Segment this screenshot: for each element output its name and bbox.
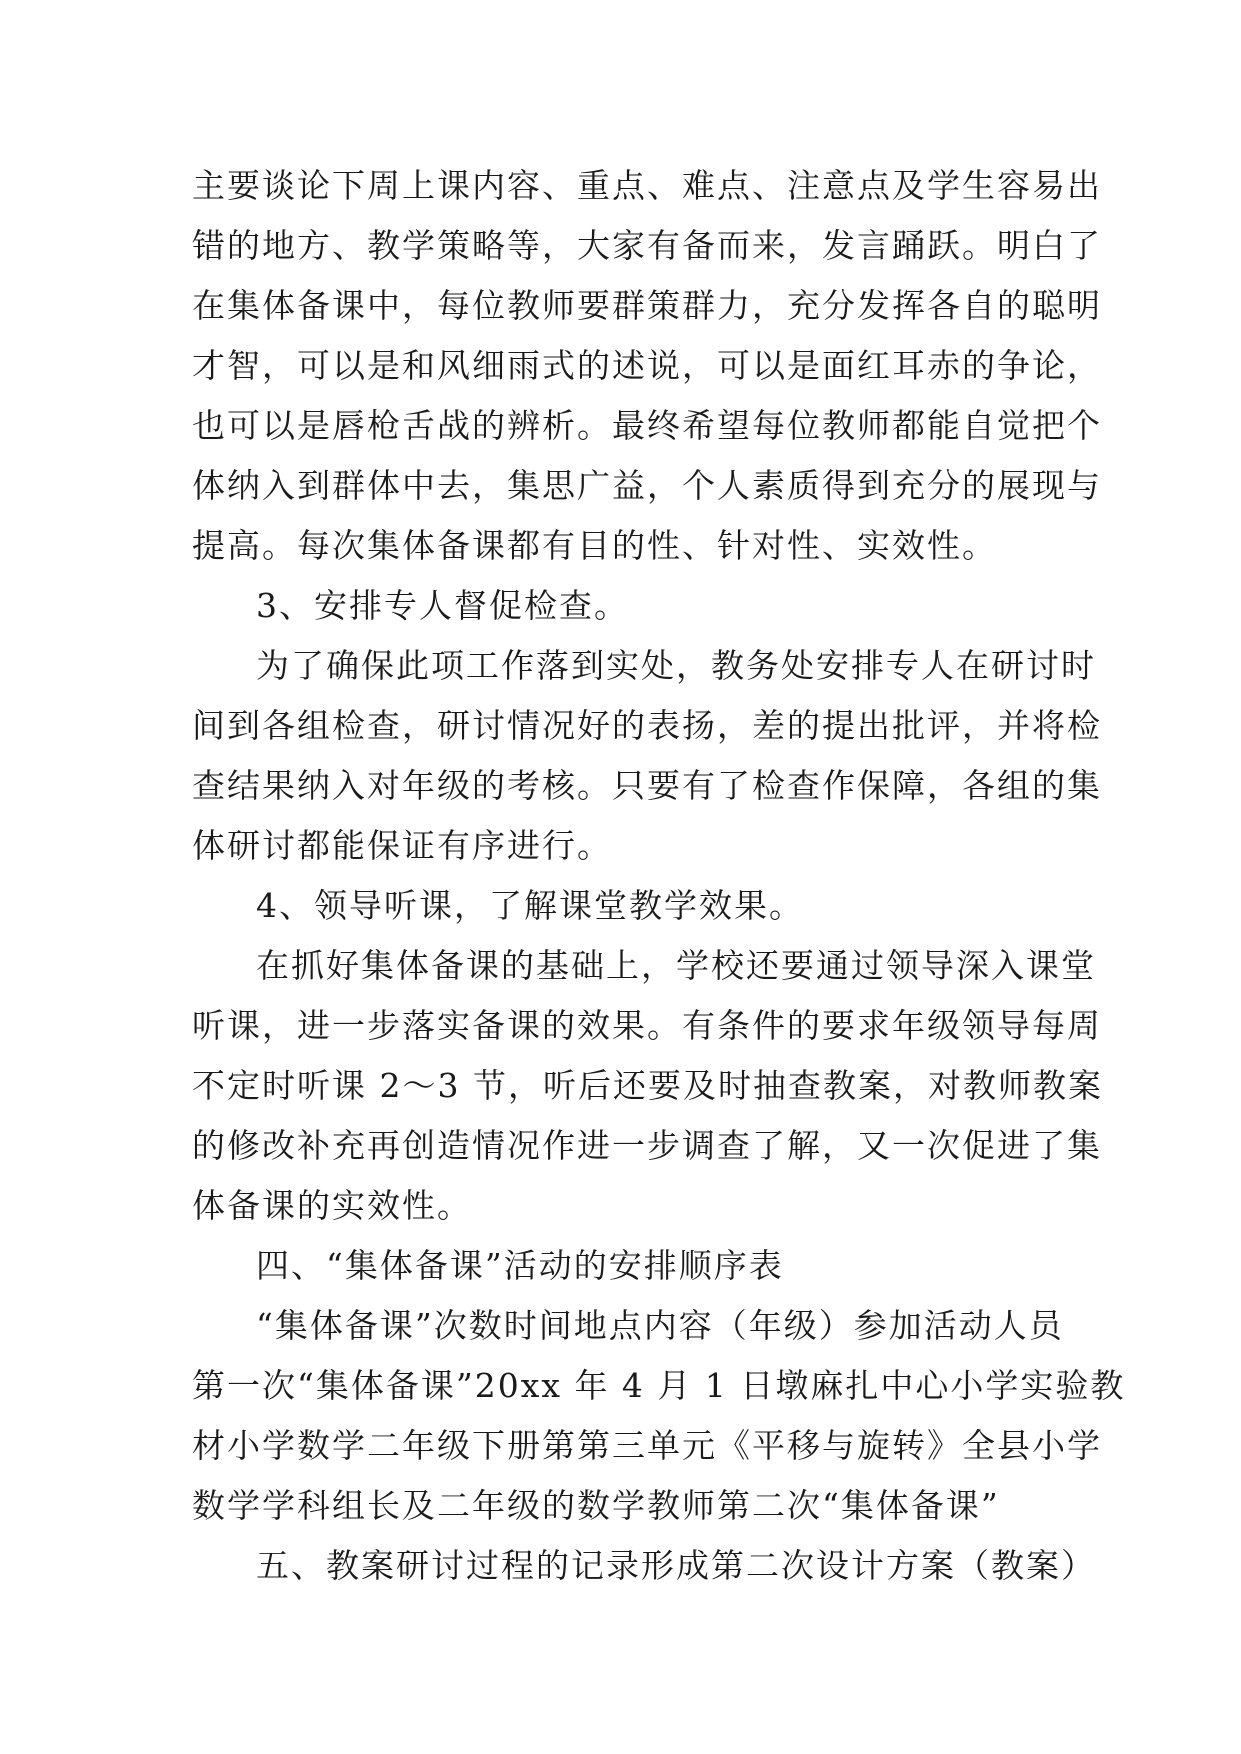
text-line: 数学学科组长及二年级的数学教师第二次“集体备课” <box>192 1486 1000 1525</box>
text-line: 在集体备课中，每位教师要群策群力，充分发挥各自的聪明 <box>192 286 1102 325</box>
text-line: 第一次“集体备课”20xx 年 4 月 1 日墩麻扎中心小学实验教 <box>192 1366 1126 1405</box>
section-heading: 3、安排专人督促检查。 <box>256 586 629 625</box>
text-line: 才智，可以是和风细雨式的述说，可以是面红耳赤的争论， <box>192 346 1102 385</box>
section-heading: 五、教案研讨过程的记录形成第二次设计方案（教案） <box>256 1546 1096 1585</box>
text-line: 错的地方、教学策略等，大家有备而来，发言踊跃。明白了 <box>192 226 1102 265</box>
text-line: 提高。每次集体备课都有目的性、针对性、实效性。 <box>192 526 997 565</box>
text-line: 听课，进一步落实备课的效果。有条件的要求年级领导每周 <box>192 1006 1102 1045</box>
text-line: 材小学数学二年级下册第第三单元《平移与旋转》全县小学 <box>192 1426 1102 1465</box>
text-line: 体研讨都能保证有序进行。 <box>192 826 612 865</box>
text-line: 查结果纳入对年级的考核。只要有了检查作保障，各组的集 <box>192 766 1102 805</box>
section-heading: 四、“集体备课”活动的安排顺序表 <box>256 1246 784 1285</box>
text-line: 间到各组检查，研讨情况好的表扬，差的提出批评，并将检 <box>192 706 1102 745</box>
text-line: 的修改补充再创造情况作进一步调查了解，又一次促进了集 <box>192 1126 1102 1165</box>
text-line: 也可以是唇枪舌战的辨析。最终希望每位教师都能自觉把个 <box>192 406 1102 445</box>
text-line: 为了确保此项工作落到实处，教务处安排专人在研讨时 <box>256 646 1096 685</box>
text-line: 在抓好集体备课的基础上，学校还要通过领导深入课堂 <box>256 946 1096 985</box>
text-line: “集体备课”次数时间地点内容（年级）参加活动人员 <box>256 1306 1064 1345</box>
section-heading: 4、领导听课，了解课堂教学效果。 <box>256 886 804 925</box>
text-line: 体纳入到群体中去，集思广益，个人素质得到充分的展现与 <box>192 466 1102 505</box>
text-line: 体备课的实效性。 <box>192 1186 472 1225</box>
text-line: 主要谈论下周上课内容、重点、难点、注意点及学生容易出 <box>192 166 1102 205</box>
text-line: 不定时听课 2～3 节，听后还要及时抽查教案，对教师教案 <box>192 1066 1103 1105</box>
